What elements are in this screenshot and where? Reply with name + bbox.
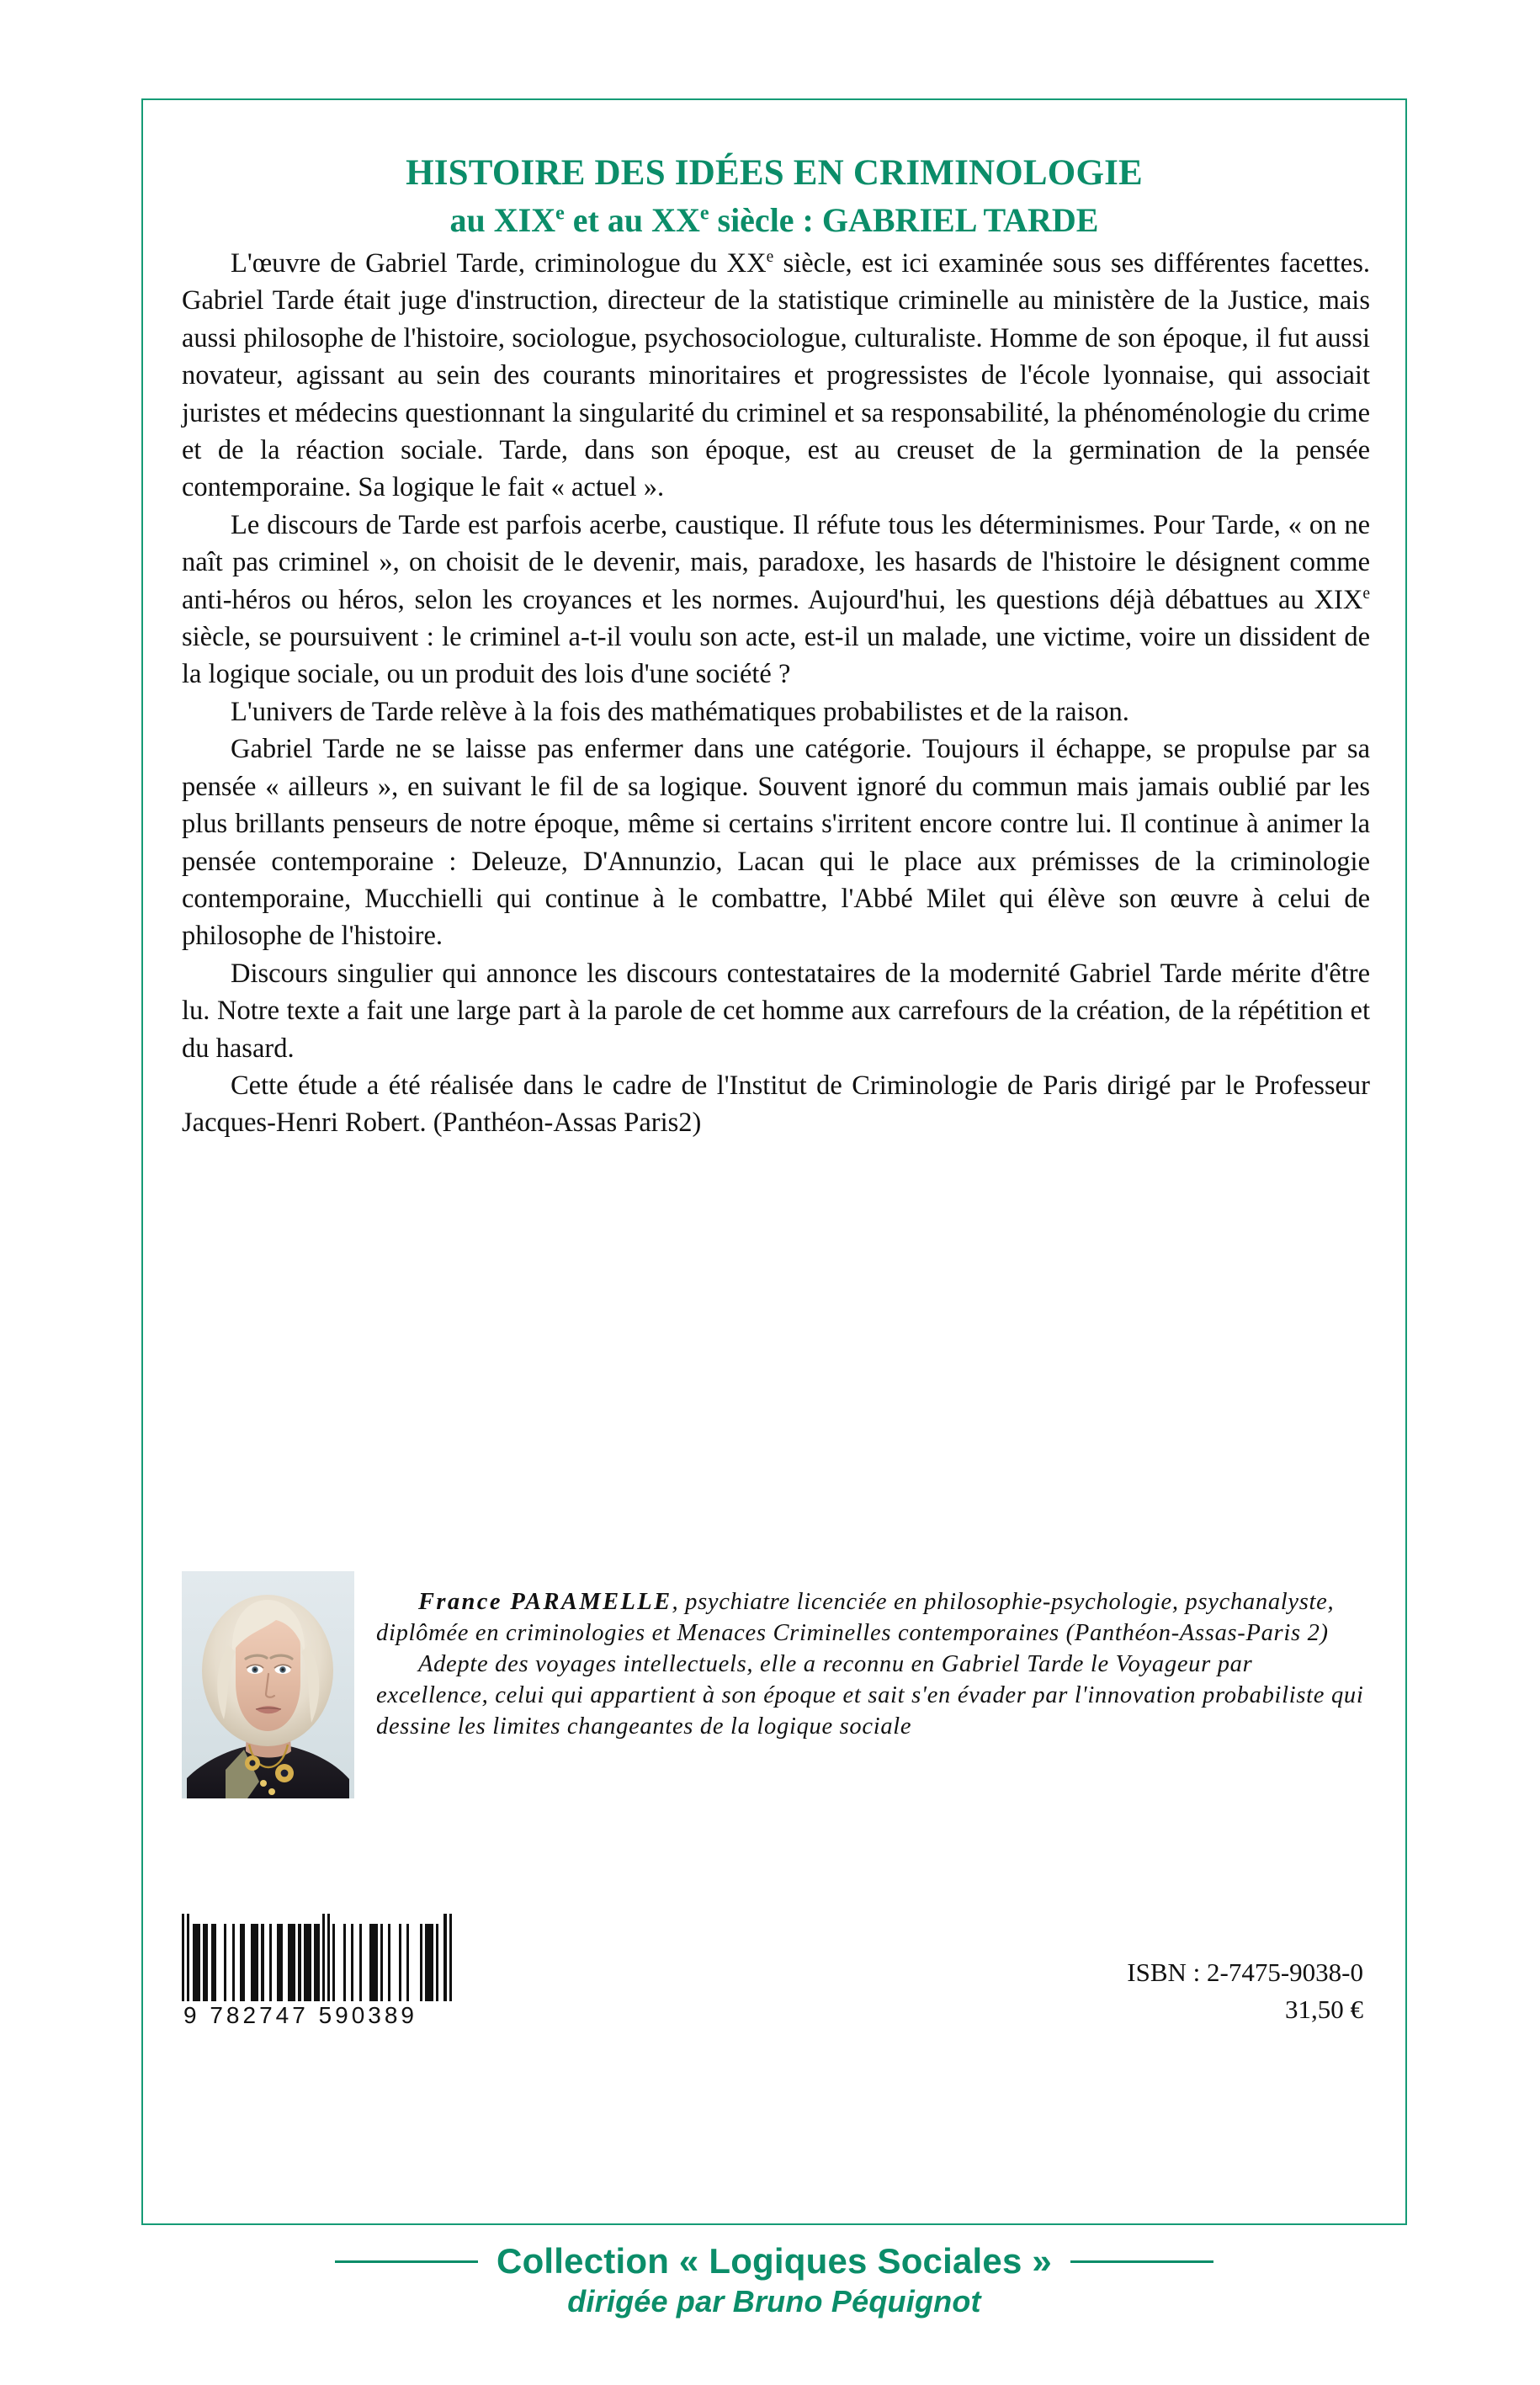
barcode-isbn-row: [182, 1924, 1370, 2037]
isbn-block: [1127, 1954, 1363, 2028]
collection-title: Collection « Logiques Sociales »: [497, 2241, 1052, 2281]
collection-footer: [141, 2241, 1407, 2319]
page-subtitle: [143, 199, 1405, 242]
page-title: HISTOIRE DES IDÉES EN CRIMINOLOGIE: [406, 153, 1143, 193]
title-block: [143, 153, 1405, 242]
collection-title-line: [141, 2241, 1407, 2281]
subtitle-superscript-1: e: [555, 202, 565, 225]
divider-left: [335, 2260, 478, 2263]
blurb-paragraph-1: L'œuvre de Gabriel Tarde, criminologue du XXe siècle, est ici examinée sous ses différentes facettes. Gabriel Tarde était juge d'instruction, directeur de la statistique criminelle au ministère de la Justice, mais aussi philosophe de l'histoire, sociologue, psychosociologue, culturaliste. Homme de son époque, il fut aussi novateur, agissant au sein des courants minoritaires et progressistes de l'école lyonnaise, qui associait juristes et médecins questionnant la singularité du criminel et sa responsabilité, la phénoménologie du crime et de la réaction sociale. Tarde, dans son époque, est au creuset de la germination de la pensée contemporaine. Sa logique le fait « actuel ».: [182, 248, 1370, 503]
subtitle-prefix: au XIX: [449, 201, 556, 240]
author-name: France PARAMELLE: [418, 1589, 672, 1615]
blurb-paragraph-5: Discours singulier qui annonce les discours contestataires de la modernité Gabriel Tarde mérite d'être lu. Notre texte a fait une large part à la parole de cet homme aux carrefours de la création, de la répétition et du hasard.: [182, 958, 1370, 1064]
isbn-number: ISBN : 2-7475-9038-0: [1127, 1957, 1363, 1987]
author-credentials-text: , psychiatre licenciée en philosophie-psychologie, psychanalyste, diplômée en criminologies et Menaces Criminelles contemporaines (Panthéon-Assas-Paris 2): [376, 1589, 1335, 1646]
divider-right: [1070, 2260, 1213, 2263]
ean13-barcode: [182, 1924, 452, 2029]
blurb-paragraph-3: L'univers de Tarde relève à la fois des mathématiques probabilistes et de la raison.: [231, 696, 1129, 727]
author-section: [182, 1571, 1370, 1798]
subtitle-suffix: siècle : GABRIEL TARDE: [709, 201, 1099, 240]
subtitle-middle: et au XX: [564, 201, 700, 240]
back-cover-frame: [141, 98, 1407, 2225]
collection-director: dirigée par Bruno Péquignot: [567, 2284, 981, 2319]
barcode-digits: 9 782747 590389: [183, 2002, 417, 2028]
subtitle-superscript-2: e: [699, 202, 709, 225]
barcode-bars: [182, 1924, 452, 2001]
author-bio: [376, 1571, 1370, 1742]
author-bio-note: Adepte des voyages intellectuels, elle a reconnu en Gabriel Tarde le Voyageur par excellence, celui qui appartient à son époque et sait s'en évader par l'innovation probabiliste qui dessine les limites changeantes de la logique sociale: [376, 1651, 1364, 1740]
author-bio-credentials: [376, 1586, 1370, 1649]
author-portrait-photo: [182, 1571, 354, 1798]
blurb-paragraph-6: Cette étude a été réalisée dans le cadre de l'Institut de Criminologie de Paris dirigé par le Professeur Jacques-Henri Robert. (Panthéon-Assas Paris2): [182, 1070, 1370, 1139]
blurb-text: [182, 245, 1370, 1142]
blurb-paragraph-4: Gabriel Tarde ne se laisse pas enfermer dans une catégorie. Toujours il échappe, se propulse par sa pensée « ailleurs », en suivant le fil de sa logique. Souvent ignoré du commun mais jamais oublié par les plus brillants penseurs de notre époque, même si certains s'irritent encore contre lui. Il continue à animer la pensée contemporaine : Deleuze, D'Annunzio, Lacan qui le place aux prémisses de la criminologie contemporaine, Mucchielli qui continue à le combattre, l'Abbé Milet qui élève son œuvre à celui de philosophe de l'histoire.: [182, 734, 1370, 952]
price-value: 31,50 €: [1285, 1995, 1363, 2024]
blurb-paragraph-2: Le discours de Tarde est parfois acerbe, caustique. Il réfute tous les déterminismes. Pour Tarde, « on ne naît pas criminel », on choisit de le devenir, mais, paradoxe, les hasards de l'histoire le désignent comme anti-héros ou héros, selon les croyances et les normes. Aujourd'hui, les questions déjà débattues au XIXe siècle, se poursuivent : le criminel a-t-il voulu son acte, est-il un malade, une victime, voire un dissident de la logique sociale, ou un produit des lois d'une société ?: [182, 509, 1370, 690]
